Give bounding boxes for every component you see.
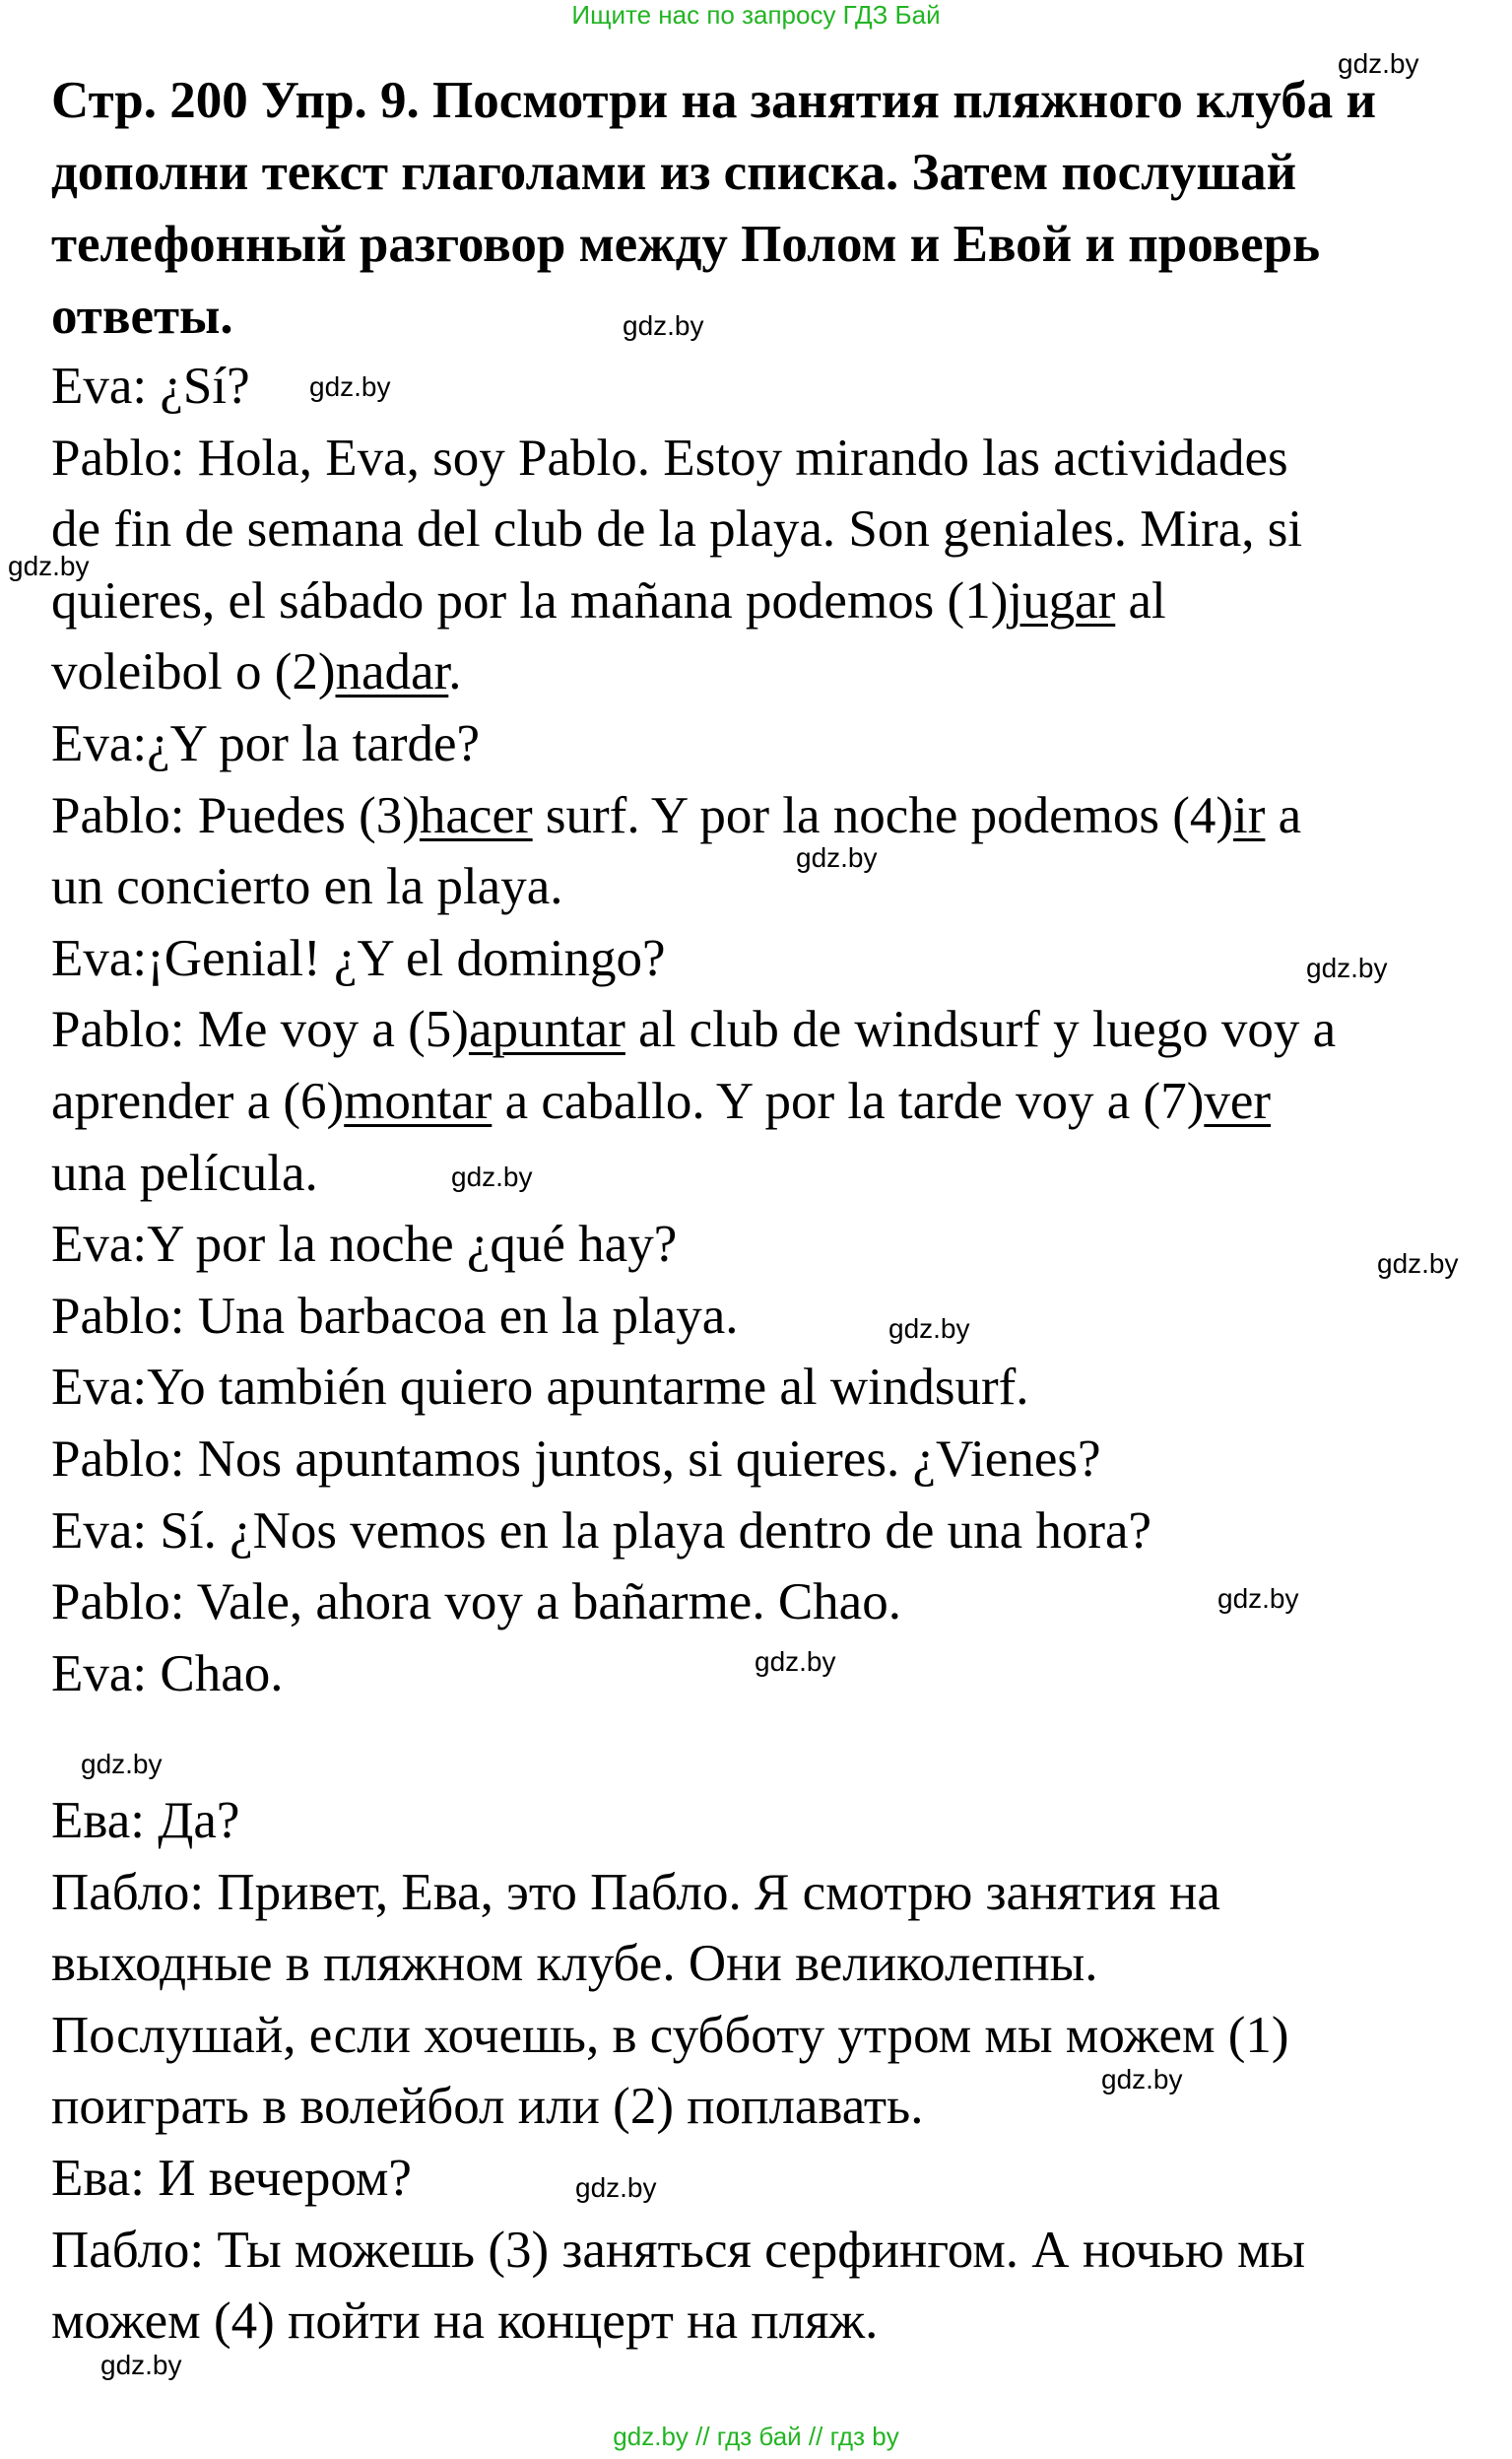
dialogue-line <box>51 1566 901 1638</box>
dialogue-line <box>51 994 1336 1066</box>
watermark: gdz.by <box>1338 48 1419 79</box>
line-text: Eva: Chao. <box>51 1644 284 1702</box>
exercise-title: Стр. 200 Упр. 9. Посмотри на занятия пляжного клуба и дополни текст глаголами из списка. Затем послушай телефонный разговор между Полом и Евой и проверь ответы. <box>51 72 1377 345</box>
line-text: quieres, el sábado por la mañana podemos (1) <box>51 571 1009 630</box>
watermark: gdz.by <box>1306 953 1388 983</box>
translation-line: Пабло: Привет, Ева, это Пабло. Я смотрю занятия на <box>51 1863 1220 1921</box>
line-text: Pablo: Puedes (3) <box>51 786 420 844</box>
dialogue-line <box>51 851 562 923</box>
line-text: Eva:¿Y por la tarde? <box>51 715 481 772</box>
line-text: Pablo: Una barbacoa en la playa. <box>51 1287 739 1345</box>
line-text: al <box>1115 571 1166 630</box>
bottom-banner[interactable]: gdz.by // гдз бай // гдз by <box>613 2422 899 2451</box>
dialogue-line <box>51 780 1301 852</box>
translation-line: можем (4) пойти на концерт на пляж. <box>51 2293 879 2351</box>
answer-word: ir <box>1233 786 1266 844</box>
line-text: Eva: Sí. ¿Nos vemos en la playa dentro de una hora? <box>51 1501 1152 1560</box>
dialogue-line <box>51 351 250 423</box>
watermark: gdz.by <box>1101 2064 1183 2094</box>
watermark: gdz.by <box>1217 1583 1299 1614</box>
translation-line: Послушай, если хочешь, в субботу утром мы можем (1) <box>51 2006 1289 2064</box>
line-text: Pablo: Hola, Eva, soy Pablo. Estoy mirando las actividades <box>51 429 1288 487</box>
line-text: Pablo: Nos apuntamos juntos, si quieres. ¿Vienes? <box>51 1430 1101 1488</box>
dialogue-line <box>51 1209 677 1281</box>
answer-word: ver <box>1204 1073 1272 1130</box>
dialogue-line <box>51 923 666 995</box>
top-banner[interactable]: Ищите нас по запросу ГДЗ Бай <box>571 0 941 30</box>
dialogue-line <box>51 1066 1271 1138</box>
dialogue-line <box>51 565 1166 637</box>
line-text: surf. Y por la noche podemos (4) <box>532 786 1234 844</box>
dialogue-line <box>51 423 1288 495</box>
watermark: gdz.by <box>623 310 704 341</box>
line-text: Eva:Yo también quiero apuntarme al windsurf. <box>51 1359 1029 1417</box>
dialogue-line <box>51 1352 1029 1424</box>
watermark: gdz.by <box>755 1646 836 1677</box>
dialogue-line <box>51 1424 1101 1495</box>
dialogue-line <box>51 1638 284 1710</box>
line-text: voleibol o (2) <box>51 643 336 701</box>
line-text: aprender a (6) <box>51 1073 345 1130</box>
line-text: un concierto en la playa. <box>51 858 563 916</box>
line-text: Eva:¡Genial! ¿Y el domingo? <box>51 929 666 987</box>
watermark: gdz.by <box>1377 1248 1459 1279</box>
translation-line: Ева: Да? <box>51 1792 240 1849</box>
line-text: Pablo: Vale, ahora voy a bañarme. Chao. <box>51 1573 901 1631</box>
line-text: Pablo: Me voy a (5) <box>51 1001 469 1059</box>
translation-line: выходные в пляжном клубе. Они великолепны. <box>51 1935 1098 1993</box>
dialogue-line <box>51 1138 318 1210</box>
watermark: gdz.by <box>888 1313 970 1344</box>
line-text: . <box>448 643 462 701</box>
watermark: gdz.by <box>451 1162 533 1192</box>
answer-word: nadar <box>335 643 449 701</box>
translation-line: Ева: И вечером? <box>51 2150 412 2207</box>
answer-word: montar <box>344 1073 493 1130</box>
dialogue-line <box>51 1281 739 1353</box>
watermark: gdz.by <box>575 2172 657 2203</box>
watermark: gdz.by <box>100 2350 182 2380</box>
line-text: una película. <box>51 1144 318 1202</box>
watermark: gdz.by <box>309 371 391 402</box>
dialogue-line <box>51 494 1302 565</box>
translation-line: поиграть в волейбол или (2) поплавать. <box>51 2078 924 2136</box>
answer-word: hacer <box>419 786 533 844</box>
line-text: de fin de semana del club de la playa. Son geniales. Mira, si <box>51 500 1303 559</box>
line-text: a caballo. Y por la tarde voy a (7) <box>492 1073 1205 1130</box>
watermark: gdz.by <box>81 1749 163 1779</box>
line-text: Eva:Y por la noche ¿qué hay? <box>51 1216 678 1274</box>
watermark: gdz.by <box>796 842 878 873</box>
dialogue-line <box>51 636 462 708</box>
translation-line: Пабло: Ты можешь (3) заняться серфингом. А ночью мы <box>51 2221 1306 2279</box>
dialogue-line <box>51 708 480 780</box>
line-text: a <box>1265 786 1302 844</box>
dialogue-line <box>51 1495 1151 1567</box>
answer-word: jugar <box>1008 571 1116 630</box>
answer-word: apuntar <box>468 1001 625 1059</box>
line-text: al club de windsurf y luego voy a <box>625 1001 1337 1059</box>
watermark: gdz.by <box>8 551 90 581</box>
line-text: Eva: ¿Sí? <box>51 358 250 415</box>
